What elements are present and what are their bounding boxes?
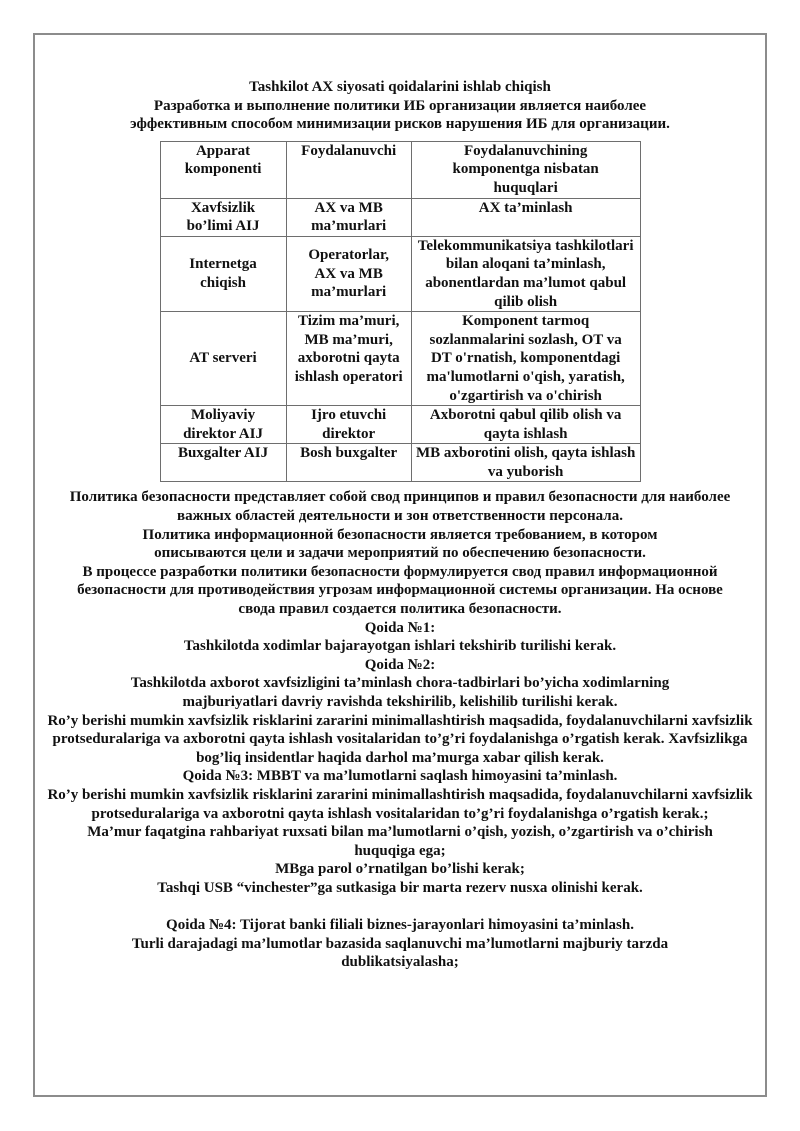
- table-cell: Tizim ma’muri, MB ma’muri, axborotni qayta ishlash operatori: [286, 312, 411, 406]
- rule-text: MBga parol o’rnatilgan bo’lishi kerak;: [275, 861, 525, 878]
- table-cell: AX va MB ma’murlari: [286, 198, 411, 236]
- table-row: [160, 312, 640, 406]
- rule-text: Tashkilotda axborot xavfsizligini ta’minlash chora-tadbirlari bo’yicha xodimlarning majburiyatlari davriy ravishda tekshirilib, kelishilib turilishi kerak.: [130, 675, 670, 710]
- rule-text: Turli darajadagi ma’lumotlar bazasida saqlanuvchi ma’lumotlarni majburiy tarzda dublikatsiyalasha;: [131, 935, 669, 971]
- header-cell: Foydalanuvchi: [286, 141, 411, 198]
- table-cell: Telekommunikatsiya tashkilotlari bilan aloqani ta’minlash, abonentlardan ma’lumot qabul qilib olish: [411, 236, 640, 311]
- policy-paragraph: Политика безопасности представляет собой свод принципов и правил безопасности для наиболее важных областей деятельности и зон ответственности персонала.: [69, 489, 731, 525]
- table-cell: Xavfsizlik bo’limi AIJ: [160, 198, 286, 236]
- rule-text: Tashkilotda xodimlar bajarayotgan ishlari tekshirib turilishi kerak.: [183, 638, 617, 655]
- document-body: [40, 78, 760, 972]
- rule-text: Ro’y berishi mumkin xavfsizlik risklarini zararini minimallashtirish maqsadida, foydalanuvchilarni xavfsizlik protseduralariga va axborotni qayta ishlash vositalaridan to’g’ri foydalanishga o’rgatish kerak. Xavfsizlikga bog’liq insidentlar haqida darhol ma’murga xabar qilish kerak.: [47, 712, 753, 766]
- table-cell: AT serveri: [160, 312, 286, 406]
- rule-text: Tashqi USB “vinchester”ga sutkasiga bir marta rezerv nusxa olinishi kerak.: [157, 879, 643, 896]
- table-cell: Buxgalter AIJ: [160, 444, 286, 482]
- rule-text: Ma’mur faqatgina rahbariyat ruxsati bilan ma’lumotlarni o’qish, yozish, o’zgartirish va o’chirish huquqiga ega;: [87, 824, 713, 859]
- header-cell: Foydalanuvchining komponentga nisbatan huquqlari: [411, 141, 640, 198]
- table-cell: Operatorlar, AX va MB ma’murlari: [286, 236, 411, 311]
- rule-heading: Qoida №1:: [364, 619, 436, 636]
- table-cell: Ijro etuvchi direktor: [286, 406, 411, 444]
- spacer: [40, 898, 760, 917]
- rule-heading: Qoida №3: MBBT va ma’lumotlarni saqlash himoyasini ta’minlash.: [182, 768, 618, 785]
- rule-heading: Qoida №4: Tijorat banki filiali biznes-jarayonlari himoyasini ta’minlash.: [166, 917, 634, 934]
- table-cell: MB axborotini olish, qayta ishlash va yuborish: [411, 444, 640, 482]
- intro-paragraph: Разработка и выполнение политики ИБ организации является наиболее эффективным способом минимизации рисков нарушения ИБ для организации.: [130, 97, 670, 133]
- table-cell: Moliyaviy direktor AIJ: [160, 406, 286, 444]
- table-cell: Bosh buxgalter: [286, 444, 411, 482]
- components-table: [160, 141, 641, 483]
- policy-paragraph: Политика информационной безопасности является требованием, в котором описываются цели и задачи мероприятий по обеспечению безопасности.: [142, 526, 658, 562]
- table-cell: AX ta’minlash: [411, 198, 640, 236]
- table-cell: Komponent tarmoq sozlanmalarini sozlash, OT va DT o'rnatish, komponentdagi ma'lumotlarni o'qish, yaratish, o'zgartirish va o'chirish: [411, 312, 640, 406]
- rule-heading: Qoida №2:: [364, 656, 436, 673]
- table-row: [160, 236, 640, 311]
- table-row: [160, 198, 640, 236]
- table-header-row: [160, 141, 640, 198]
- policy-paragraph: В процессе разработки политики безопасности формулируется свод правил информационной безопасности для противодействия угрозам информационной системы организации. На основе свода правил создается политика безопасности.: [77, 563, 723, 618]
- document-title: Tashkilot AX siyosati qoidalarini ishlab chiqish: [249, 79, 551, 95]
- header-cell: Apparat komponenti: [160, 141, 286, 198]
- table-row: [160, 406, 640, 444]
- table-cell: Axborotni qabul qilib olish va qayta ishlash: [411, 406, 640, 444]
- table-row: [160, 444, 640, 482]
- rule-text: Ro’y berishi mumkin xavfsizlik risklarini zararini minimallashtirish maqsadida, foydalanuvchilarni xavfsizlik protseduralariga va axborotni qayta ishlash vositalaridan to’g’ri foydalanishga o’rgatish kerak.;: [47, 786, 753, 822]
- table-cell: Internetga chiqish: [160, 236, 286, 311]
